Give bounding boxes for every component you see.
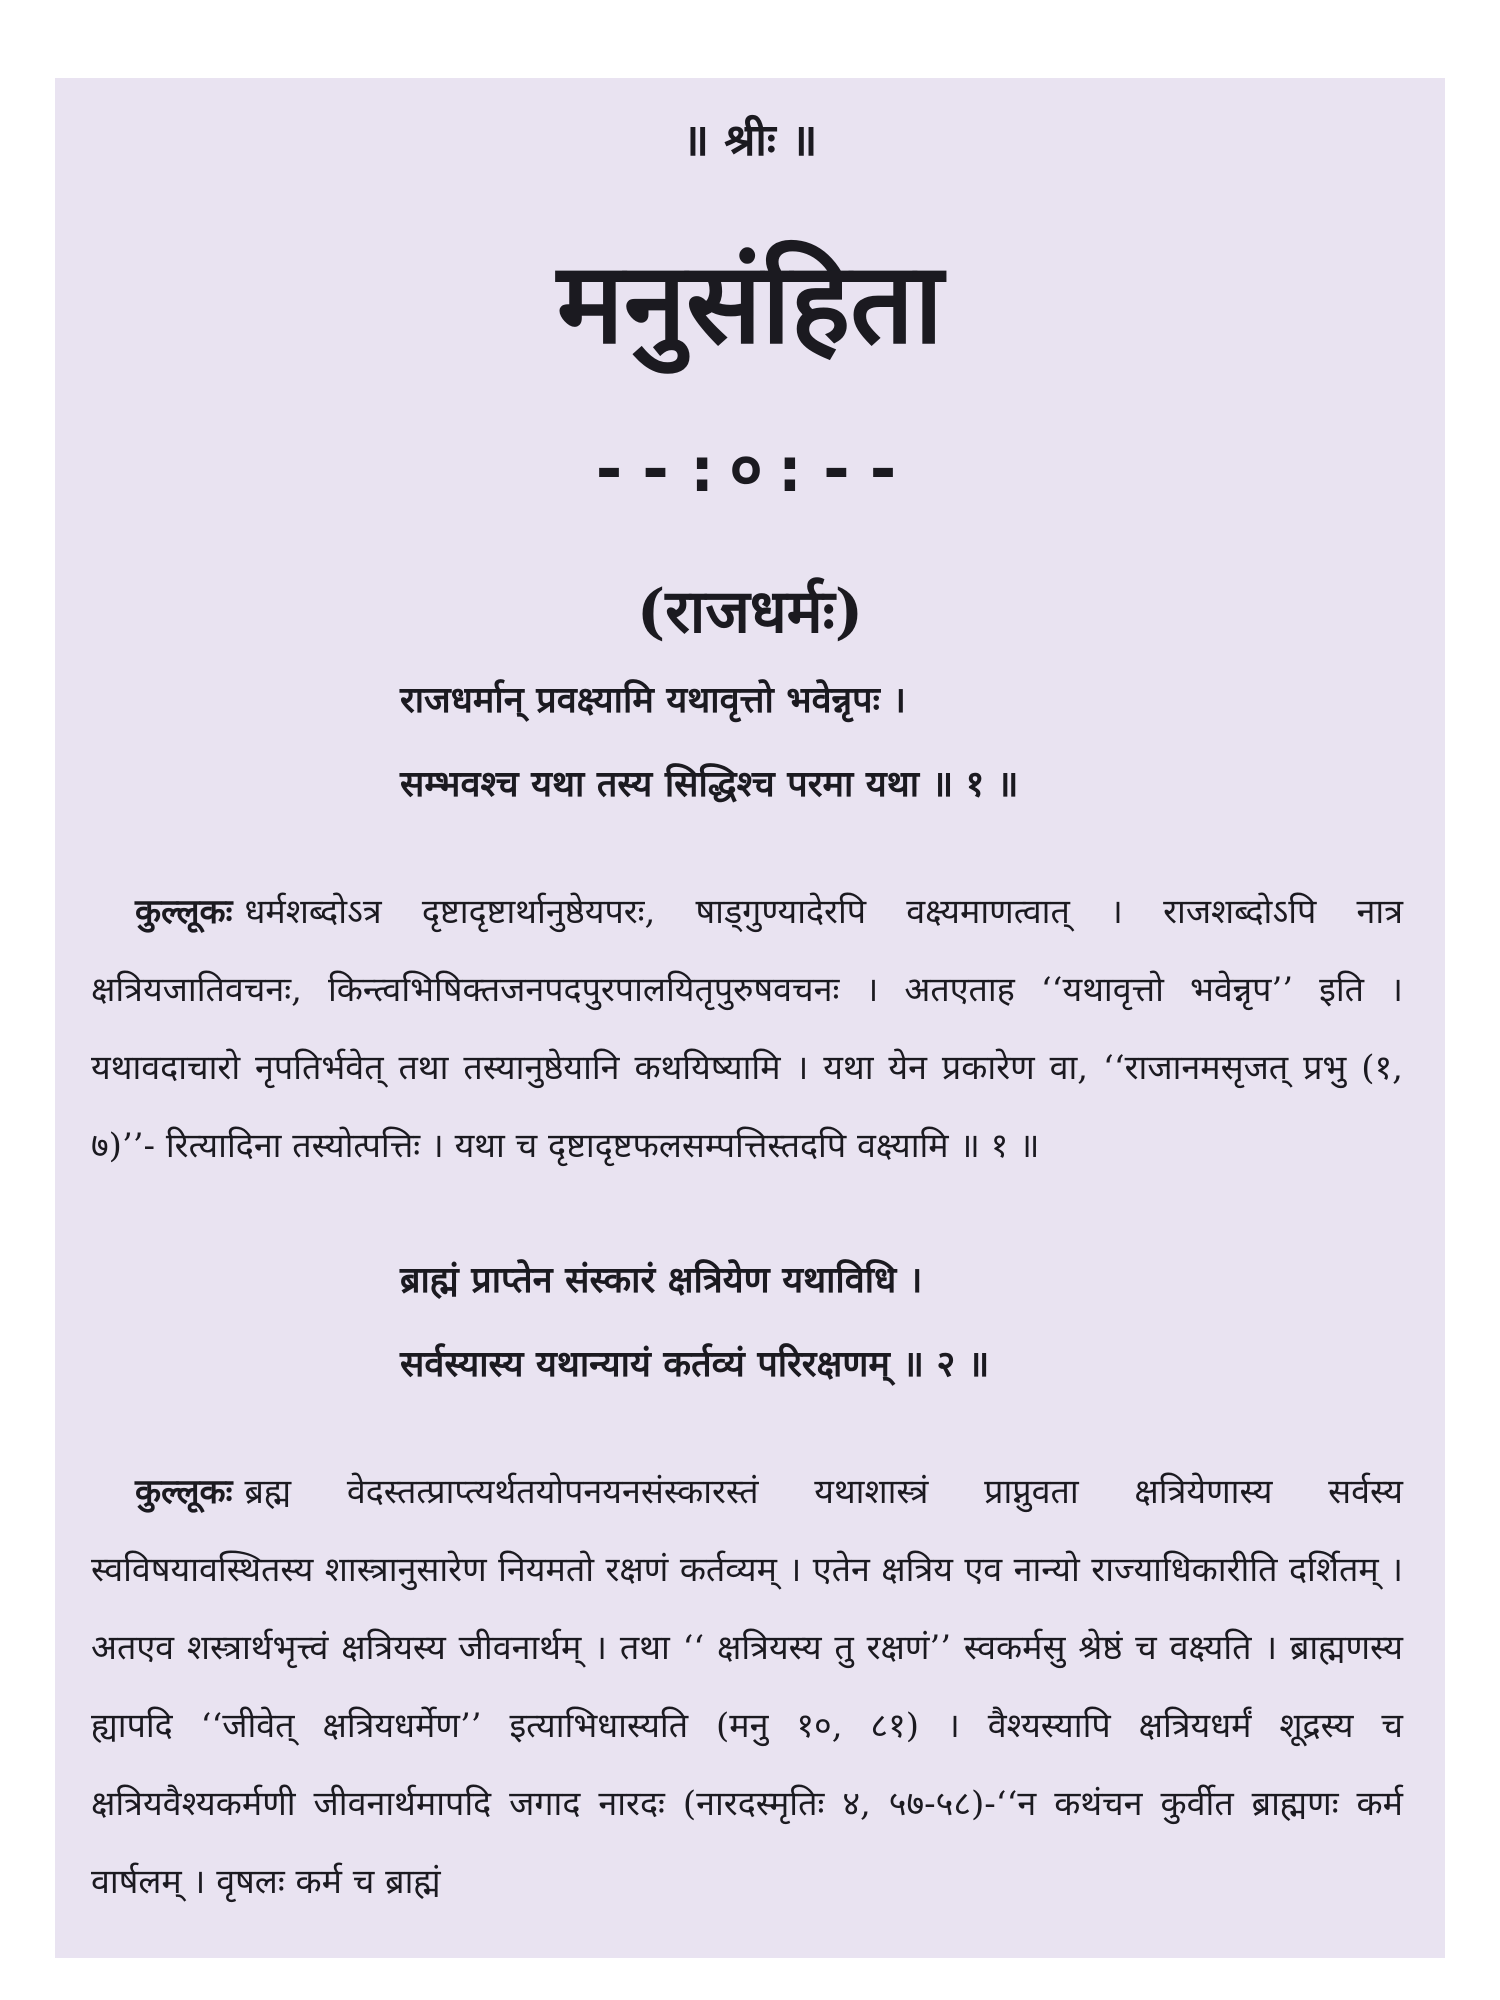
commentary-1 [91, 873, 1403, 1185]
verse-2-line-2: सर्वस्यास्य यथान्यायं कर्तव्यं परिरक्षणम् ॥ २ ॥ [400, 1343, 990, 1385]
commentary-2 [91, 1453, 1403, 1921]
verse-1 [400, 658, 1019, 826]
verse-1-line-2: सम्भवश्च यथा तस्य सिद्धिश्च परमा यथा ॥ १ ॥ [400, 763, 1019, 805]
commentary-1-text: धर्मशब्दोऽत्र दृष्टादृष्टार्थानुष्ठेयपरः, षाड्गुण्यादेरपि वक्ष्यमाणत्वात् । राजशब्दोऽपि नात्र क्षत्रियजातिवचनः, किन्त्वभिषिक्तजनपदपुरपालयितृपुरुषवचनः । अतएताह ‘‘यथावृत्तो भवेन्नृप’’ इति । यथावदाचारो नृपतिर्भवेत् तथा तस्यानुष्ठेयानि कथयिष्यामि । यथा येन प्रकारेण वा, ‘‘राजानमसृजत् प्रभु (१, ७)’’- रित्यादिना तस्योत्पत्तिः । यथा च दृष्टादृष्टफलसम्पत्तिस्तदपि वक्ष्यामि ॥ १ ॥ [91, 892, 1403, 1166]
commentary-1-label: कुल्लूकः [135, 892, 233, 932]
page-title: मनुसंहिता [556, 238, 944, 369]
verse-2 [400, 1238, 989, 1406]
divider-ornament: --:०:-- [589, 433, 911, 507]
commentary-2-label: कुल्लूकः [135, 1472, 233, 1512]
invocation: ॥ श्रीः ॥ [682, 115, 818, 166]
book-page [55, 78, 1445, 1958]
verse-2-line-1: ब्राह्मं प्राप्तेन संस्कारं क्षत्रियेण यथाविधि । [400, 1259, 923, 1301]
verse-1-line-1: राजधर्मान् प्रवक्ष्यामि यथावृत्तो भवेन्नृपः । [400, 679, 907, 721]
section-heading: (राजधर्मः) [636, 577, 864, 647]
commentary-2-text: ब्रह्म वेदस्तत्प्राप्त्यर्थतयोपनयनसंस्कारस्तं यथाशास्त्रं प्राप्नुवता क्षत्रियेणास्य सर्वस्य स्वविषयावस्थितस्य शास्त्रानुसारेण नियमतो रक्षणं कर्तव्यम् । एतेन क्षत्रिय एव नान्यो राज्याधिकारीति दर्शितम् । अतएव शस्त्रार्थभृत्त्वं क्षत्रियस्य जीवनार्थम् । तथा ‘‘ क्षत्रियस्य तु रक्षणं’’ स्वकर्मसु श्रेष्ठं च वक्ष्यति । ब्राह्मणस्य ह्यापदि ‘‘जीवेत् क्षत्रियधर्मेण’’ इत्याभिधास्यति (मनु १०, ८१) । वैश्यस्यापि क्षत्रियधर्मं शूद्रस्य च क्षत्रियवैश्यकर्मणी जीवनार्थमापदि जगाद नारदः (नारदस्मृतिः ४, ५७-५८)-‘‘न कथंचन कुर्वीत ब्राह्मणः कर्म वार्षलम् । वृषलः कर्म च ब्राह्मं [91, 1472, 1403, 1902]
